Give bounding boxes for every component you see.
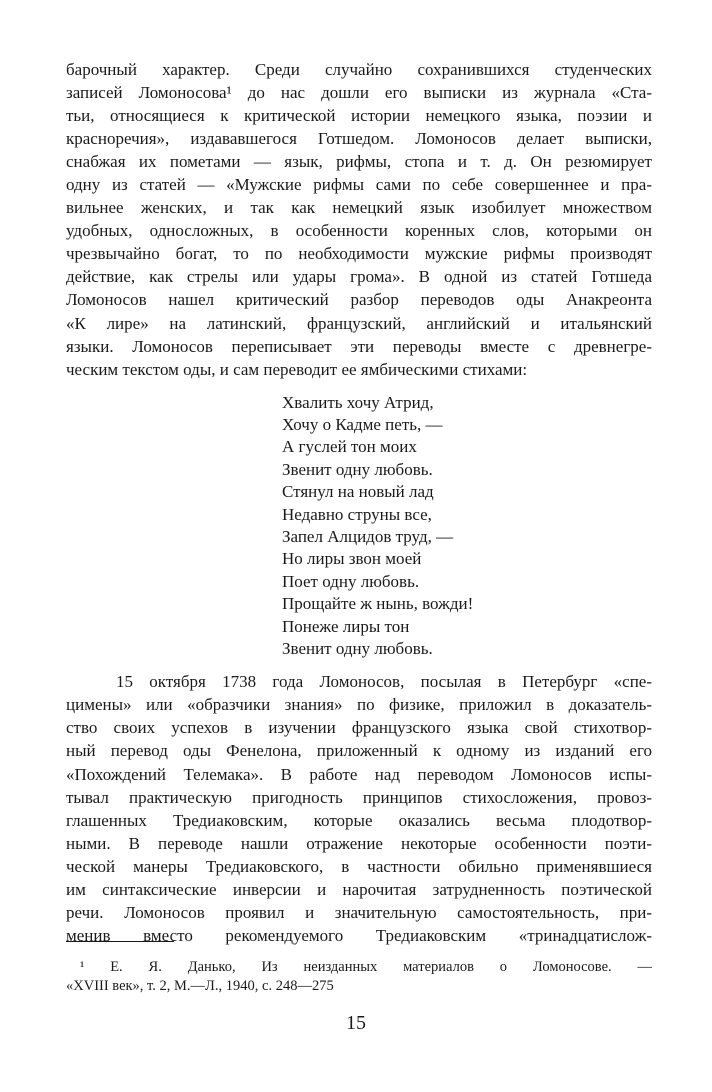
text-line: Ломоносов нашел критический разбор переводов оды Анакреонта (66, 290, 652, 310)
text-line: ческой манеры Тредиаковского, в частности обильно применявшиеся (66, 856, 652, 876)
poem-line: Стянул на новый лад (282, 482, 434, 502)
text-line: тьи, относящиеся к критической истории немецкого языка, поэзии и (66, 106, 652, 126)
text-line: одну из статей — «Мужские рифмы сами по себе совершеннее и пра- (66, 175, 652, 195)
text-line: «К лире» на латинский, французский, английский и итальянский (66, 313, 652, 333)
poem-line: Звенит одну любовь. (282, 459, 433, 479)
poem-line: Поет одну любовь. (282, 571, 420, 591)
poem (66, 392, 652, 661)
poem-line: Запел Алцидов труд, — (282, 527, 454, 546)
text-line: ными. В переводе нашли отражение некоторые особенности поэти- (66, 833, 652, 853)
text-line: 15 октября 1738 года Ломоносов, посылая в Петербург «спе- (116, 672, 652, 692)
poem-line: Звенит одну любовь. (282, 638, 433, 658)
text-line: языки. Ломоносов переписывает эти переводы вместе с древнегре- (66, 336, 652, 356)
poem-line: Но лиры звон моей (282, 549, 422, 569)
text-line: цимены» или «образчики знания» по физике, приложил в доказатель- (66, 695, 652, 715)
text-line: вильнее женских, и так как немецкий язык изобилует множеством (66, 198, 652, 218)
page-number: 15 (346, 1012, 366, 1034)
text-line: красноречия», издававшегося Готшедом. Ломоносов делает выписки, (66, 129, 652, 149)
text-line: речи. Ломоносов проявил и значительную самостоятельность, при- (66, 902, 652, 922)
text-line: ный перевод оды Фенелона, приложенный к одному из изданий его (66, 741, 652, 761)
poem-line: Прощайте ж нынь, вожди! (282, 594, 474, 614)
text-line: тывал практическую пригодность принципов стихосложения, провоз- (66, 787, 652, 807)
text-line: снабжая их пометами — язык, рифмы, стопа и т. д. Он резюмирует (66, 152, 652, 172)
paragraph-2 (66, 670, 652, 947)
text-line: «Похождений Телемака». В работе над переводом Ломоносов испы- (66, 764, 652, 784)
text-line: ство своих успехов в изучении французского языка свой стихотвор- (66, 718, 652, 738)
paragraph-1 (66, 58, 652, 381)
text-line: удобных, односложных, в особенности коренных слов, которыми он (66, 221, 652, 241)
poem-line: А гуслей тон моих (282, 437, 417, 457)
footnote (66, 958, 652, 996)
text-line: им синтаксические инверсии и нарочитая затрудненность поэтической (66, 879, 652, 899)
poem-line: Понеже лиры тон (282, 616, 410, 636)
text-line: чрезвычайно богат, то по необходимости мужские рифмы производят (66, 244, 652, 264)
main-text (66, 58, 652, 947)
poem-line: Хвалить хочу Атрид, (282, 392, 434, 412)
footnote-line: ¹ Е. Я. Данько, Из неизданных материалов о Ломоносове. — (80, 959, 652, 975)
text-line: менив вместо рекомендуемого Тредиаковским «тринадцатислож- (66, 925, 652, 945)
footnote-separator (66, 941, 174, 942)
text-line: действие, как стрелы или удары грома». В одной из статей Готшеда (66, 267, 652, 287)
text-line: ческим текстом оды, и сам переводит ее ямбическими стихами: (66, 359, 528, 379)
poem-line: Недавно струны все, (282, 504, 432, 524)
poem-line: Хочу о Кадме петь, — (282, 415, 443, 435)
text-line: записей Ломоносова¹ до нас дошли его выписки из журнала «Ста- (66, 83, 652, 103)
footnote-line: «XVIII век», т. 2, М.—Л., 1940, с. 248—275 (66, 978, 334, 994)
text-line: глашенных Тредиаковским, которые оказались весьма плодотвор- (66, 810, 652, 830)
text-line: барочный характер. Среди случайно сохранившихся студенческих (66, 60, 652, 79)
